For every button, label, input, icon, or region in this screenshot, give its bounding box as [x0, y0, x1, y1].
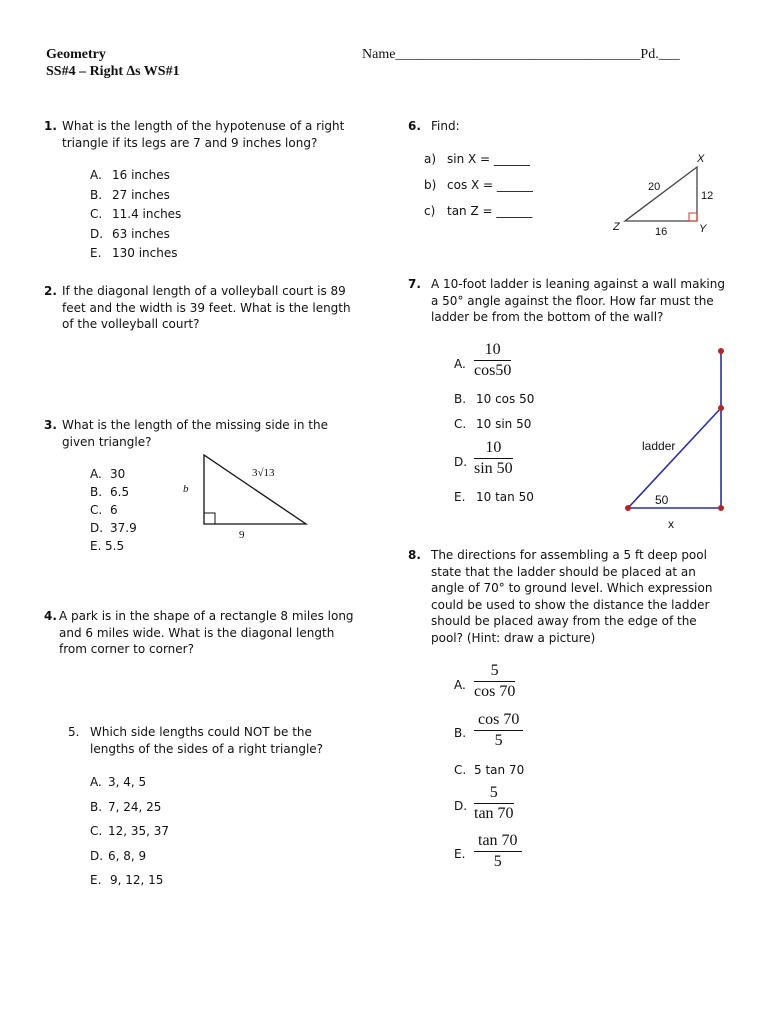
option-a: A. 30	[90, 467, 126, 481]
q6-vertex-z: Z	[613, 221, 620, 233]
q7-option-d-fraction: $\frac{10}{\sin 50}$	[474, 439, 513, 477]
ladder-base-point	[625, 505, 631, 511]
option-a: A. 16 inches	[90, 168, 170, 182]
worksheet-title: SS#4 – Right ∆s WS#1	[46, 64, 180, 79]
option-a: A. 3, 4, 5	[90, 775, 147, 789]
q3-hypotenuse-label: 3√13	[252, 467, 275, 479]
option-c: C. 11.4 inches	[90, 207, 182, 221]
q7-option-a-fraction: $\frac{10}{\cos 50}$	[474, 341, 512, 379]
q6-hyp-label: 20	[648, 181, 661, 193]
part-a: a) sin X = ______	[424, 152, 530, 166]
question-2-text: If the diagonal length of a volleyball court is 89 feet and the width is 39 feet. What is the length of the volleyball court?	[62, 284, 351, 331]
ladder-label: ladder	[642, 439, 676, 453]
question-3-number: 3.	[44, 418, 57, 432]
x-label: x	[668, 517, 674, 531]
question-2-number: 2.	[44, 284, 57, 298]
q7-option-c: C. 10 sin 50	[454, 417, 532, 431]
question-4-number: 4.	[44, 609, 57, 623]
option-e: E. 130 inches	[90, 246, 178, 260]
option-b: B. 27 inches	[90, 187, 170, 202]
question-8-text: The directions for assembling a 5 ft deep pool state that the ladder should be placed at an angle of 70° to ground level. Which expression could be used to show the distance the ladder should be placed away from the edge of the pool? (Hint: draw a picture)	[431, 548, 713, 645]
option-b: B. 6.5	[90, 485, 130, 499]
q8-option-d-fraction: $\frac{5}{\tan 70}$	[474, 784, 514, 822]
question-7-number: 7.	[408, 277, 421, 291]
option-d: D. 63 inches	[90, 226, 170, 241]
q8-option-b-fraction: $\frac{\cos 70}{5}$	[474, 711, 523, 750]
q8-option-a-fraction: $\frac{5}{\cos 70}$	[474, 662, 516, 700]
question-5-text: Which side lengths could NOT be the lengths of the sides of a right triangle?	[90, 725, 324, 756]
ladder-top-point	[718, 405, 724, 411]
q6-base-label: 16	[655, 226, 668, 238]
q8-option-a-letter: A.	[454, 678, 466, 692]
option-b: B. 7, 24, 25	[90, 799, 162, 814]
option-d: D. 6, 8, 9	[90, 848, 147, 863]
q7-option-e: E. 10 tan 50	[454, 490, 534, 504]
ladder-line	[628, 408, 721, 508]
q3-base-label: 9	[239, 529, 245, 541]
question-number: 1.	[44, 119, 57, 133]
q6-vertical-leg-label: 12	[701, 190, 714, 202]
option-c: C. 6	[90, 503, 118, 517]
question-4-text: A park is in the shape of a rectangle 8 miles long and 6 miles wide. What is the diagonal length from corner to corner?	[59, 609, 354, 656]
part-b: b) cos X = ______	[424, 178, 533, 192]
q7-option-b: B. 10 cos 50	[454, 392, 535, 406]
question-1-text: What is the length of the hypotenuse of a right triangle if its legs are 7 and 9 inches long?	[62, 119, 345, 150]
question-8-number: 8.	[408, 548, 421, 562]
q6-vertex-y: Y	[699, 223, 707, 235]
q8-option-b-letter: B.	[454, 726, 467, 740]
option-e: E. 9, 12, 15	[90, 873, 164, 887]
q8-option-c: C. 5 tan 70	[454, 763, 525, 777]
q6-vertex-x: X	[697, 153, 705, 165]
question-5-number: 5.	[68, 725, 80, 739]
course-title: Geometry	[46, 47, 106, 62]
option-d: D. 37.9	[90, 521, 137, 535]
q7-option-d-letter: D.	[454, 455, 468, 469]
question-7-text: A 10-foot ladder is leaning against a wall making a 50° angle against the floor. How far must the ladder be from the bottom of the wall?	[431, 277, 725, 324]
question-6-number: 6.	[408, 119, 421, 133]
q8-option-e-letter: E.	[454, 847, 466, 861]
name-period-field: Name___________________________________Pd.___	[362, 47, 680, 62]
part-c: c) tan Z = ______	[424, 204, 533, 218]
wall-base-point	[718, 505, 724, 511]
option-e: E. 5.5	[90, 539, 125, 553]
q8-option-e-fraction: $\frac{\tan 70}{5}$	[474, 832, 522, 871]
q7-option-a-letter: A.	[454, 357, 466, 371]
q3-side-b-label: b	[183, 483, 189, 495]
option-c: C. 12, 35, 37	[90, 824, 170, 838]
question-6-text: Find:	[431, 119, 460, 133]
angle-label: 50	[655, 493, 669, 507]
q8-option-d-letter: D.	[454, 799, 468, 813]
question-3-text: What is the length of the missing side in the given triangle?	[62, 418, 328, 449]
wall-top-point	[718, 348, 724, 354]
